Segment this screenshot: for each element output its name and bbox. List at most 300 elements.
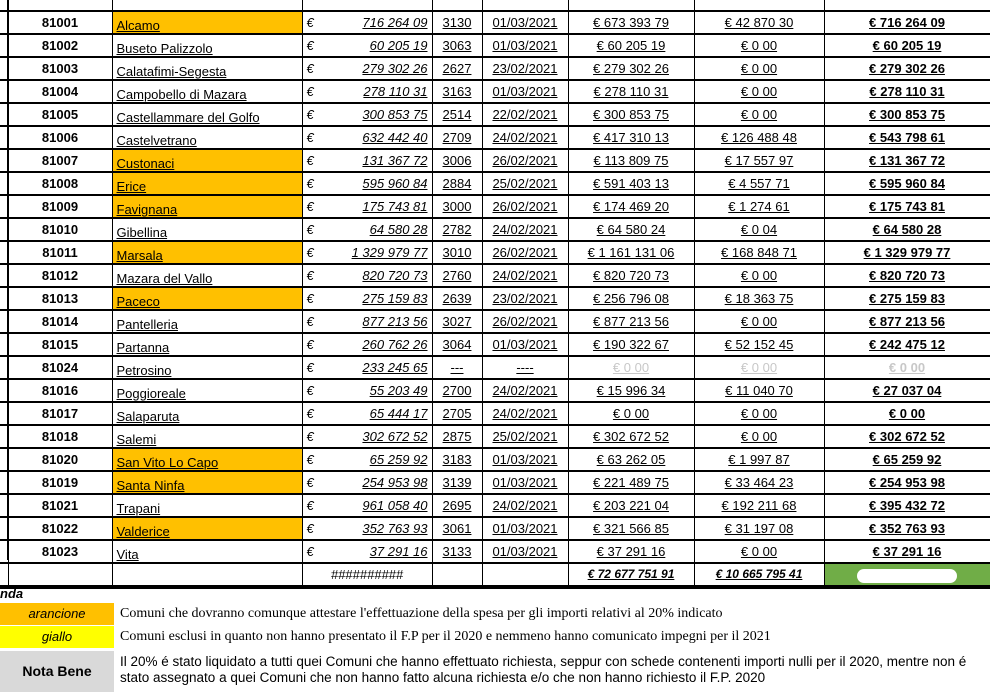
row-name[interactable]: Castellammare del Golfo — [112, 103, 302, 126]
table-row-partial — [0, 0, 990, 11]
amount-value: 300 853 75 — [362, 107, 428, 122]
table-row — [0, 356, 990, 379]
row-value-2[interactable]: € 0 00 — [694, 57, 824, 80]
euro-symbol: € — [306, 38, 314, 53]
row-value-2[interactable]: € 0 00 — [694, 402, 824, 425]
euro-symbol: € — [306, 337, 314, 352]
row-margin — [0, 57, 8, 80]
row-protocol-number[interactable]: 3000 — [432, 195, 482, 218]
row-code[interactable]: 81021 — [8, 494, 112, 517]
row-protocol-number[interactable]: 2705 — [432, 402, 482, 425]
row-name[interactable]: Castelvetrano — [112, 126, 302, 149]
row-protocol-number[interactable]: 3061 — [432, 517, 482, 540]
table-row — [0, 402, 990, 425]
row-date[interactable]: 26/02/2021 — [482, 195, 568, 218]
row-value-2[interactable]: € 0 00 — [694, 103, 824, 126]
row-code[interactable]: 81006 — [8, 126, 112, 149]
row-margin — [0, 126, 8, 149]
row-total[interactable]: € 395 432 72 — [824, 494, 990, 517]
row-margin — [0, 149, 8, 172]
euro-symbol: € — [306, 61, 314, 76]
row-margin — [0, 402, 8, 425]
row-code[interactable]: 81016 — [8, 379, 112, 402]
legend-orange-swatch[interactable]: arancione — [0, 603, 114, 625]
row-value-1[interactable]: € 256 796 08 — [568, 287, 694, 310]
legend-yellow-text[interactable]: Comuni esclusi in quanto non hanno presentato il F.P per il 2020 e nemmeno hanno comunicato impegni per il 2021 — [120, 629, 771, 644]
row-date[interactable]: 23/02/2021 — [482, 287, 568, 310]
row-value-1[interactable]: € 300 853 75 — [568, 103, 694, 126]
row-margin — [0, 494, 8, 517]
row-name[interactable]: Salaparuta — [112, 402, 302, 425]
row-amount[interactable] — [302, 517, 432, 540]
row-protocol-number[interactable]: 3006 — [432, 149, 482, 172]
table-row — [0, 448, 990, 471]
row-total[interactable]: € 279 302 26 — [824, 57, 990, 80]
row-name[interactable]: Petrosino — [112, 356, 302, 379]
row-value-2[interactable]: € 192 211 68 — [694, 494, 824, 517]
table-row — [0, 103, 990, 126]
row-value-2[interactable]: € 31 197 08 — [694, 517, 824, 540]
euro-symbol: € — [306, 176, 314, 191]
row-margin — [0, 195, 8, 218]
amount-value: 877 213 56 — [362, 314, 428, 329]
row-margin — [0, 356, 8, 379]
row-protocol-number[interactable]: --- — [432, 356, 482, 379]
row-date[interactable]: 26/02/2021 — [482, 241, 568, 264]
row-value-2[interactable]: € 0 04 — [694, 218, 824, 241]
row-date[interactable]: ---- — [482, 356, 568, 379]
row-amount[interactable] — [302, 149, 432, 172]
totals-section — [0, 563, 990, 587]
amount-value: 278 110 31 — [363, 84, 428, 99]
row-total[interactable]: € 60 205 19 — [824, 34, 990, 57]
row-name[interactable]: Calatafimi-Segesta — [112, 57, 302, 80]
row-date[interactable]: 24/02/2021 — [482, 264, 568, 287]
row-amount[interactable] — [302, 218, 432, 241]
table-row — [0, 494, 990, 517]
row-name[interactable]: Marsala — [112, 241, 302, 264]
row-margin — [0, 471, 8, 494]
row-margin — [0, 425, 8, 448]
amount-value: 65 259 92 — [369, 452, 428, 467]
row-margin — [0, 264, 8, 287]
row-total[interactable]: € 0 00 — [824, 356, 990, 379]
row-margin — [0, 172, 8, 195]
row-value-1[interactable]: € 673 393 79 — [568, 11, 694, 34]
row-protocol-number[interactable]: 3010 — [432, 241, 482, 264]
row-name[interactable]: Trapani — [112, 494, 302, 517]
row-code[interactable]: 81001 — [8, 11, 112, 34]
euro-symbol: € — [306, 406, 314, 421]
row-code[interactable]: 81013 — [8, 287, 112, 310]
row-date[interactable]: 01/03/2021 — [482, 448, 568, 471]
totals-amount[interactable]: ########## — [302, 563, 432, 587]
totals-cell-empty[interactable] — [432, 563, 482, 587]
row-value-2[interactable]: € 17 557 97 — [694, 149, 824, 172]
row-date[interactable]: 01/03/2021 — [482, 34, 568, 57]
table-row — [0, 333, 990, 356]
row-total[interactable]: € 37 291 16 — [824, 540, 990, 563]
row-total[interactable]: € 242 475 12 — [824, 333, 990, 356]
nota-bene-label[interactable]: Nota Bene — [0, 651, 114, 692]
table-row — [0, 425, 990, 448]
amount-value: 302 672 52 — [362, 429, 428, 444]
row-code[interactable]: 81023 — [8, 540, 112, 563]
row-protocol-number[interactable]: 2782 — [432, 218, 482, 241]
table-row — [0, 310, 990, 333]
totals-row — [0, 563, 990, 587]
row-value-2[interactable]: € 18 363 75 — [694, 287, 824, 310]
amount-value: 352 763 93 — [362, 521, 428, 536]
row-margin — [0, 287, 8, 310]
euro-symbol: € — [306, 15, 314, 30]
row-protocol-number[interactable]: 2627 — [432, 57, 482, 80]
amount-value: 820 720 73 — [362, 268, 428, 283]
totals-cell-empty[interactable] — [8, 563, 112, 587]
legend-yellow-swatch[interactable]: giallo — [0, 626, 114, 648]
row-value-1[interactable]: € 15 996 34 — [568, 379, 694, 402]
row-margin — [0, 34, 8, 57]
row-amount[interactable] — [302, 540, 432, 563]
row-protocol-number[interactable]: 3063 — [432, 34, 482, 57]
row-value-2[interactable]: € 33 464 23 — [694, 471, 824, 494]
row-amount[interactable] — [302, 57, 432, 80]
row-date[interactable]: 26/02/2021 — [482, 149, 568, 172]
row-amount[interactable] — [302, 264, 432, 287]
row-value-2[interactable]: € 4 557 71 — [694, 172, 824, 195]
row-name[interactable]: San Vito Lo Capo — [112, 448, 302, 471]
row-amount[interactable] — [302, 402, 432, 425]
row-code[interactable]: 81020 — [8, 448, 112, 471]
row-total[interactable]: € 543 798 61 — [824, 126, 990, 149]
row-code[interactable]: 81019 — [8, 471, 112, 494]
row-date[interactable]: 24/02/2021 — [482, 218, 568, 241]
row-protocol-number[interactable]: 3133 — [432, 540, 482, 563]
row-value-1[interactable]: € 591 403 13 — [568, 172, 694, 195]
row-value-1[interactable]: € 0 00 — [568, 356, 694, 379]
table-row — [0, 11, 990, 34]
row-protocol-number[interactable]: 3163 — [432, 80, 482, 103]
row-amount[interactable] — [302, 379, 432, 402]
amount-value: 55 203 49 — [369, 383, 428, 398]
row-amount[interactable] — [302, 494, 432, 517]
table-row — [0, 126, 990, 149]
row-total[interactable]: € 278 110 31 — [824, 80, 990, 103]
amount-value: 279 302 26 — [362, 61, 428, 76]
table-row — [0, 57, 990, 80]
euro-symbol: € — [306, 383, 314, 398]
row-code[interactable]: 81011 — [8, 241, 112, 264]
row-code[interactable]: 81024 — [8, 356, 112, 379]
table-row — [0, 195, 990, 218]
row-value-1[interactable]: € 221 489 75 — [568, 471, 694, 494]
row-amount[interactable] — [302, 448, 432, 471]
amount-value: 37 291 16 — [369, 544, 428, 559]
row-total[interactable]: € 0 00 — [824, 402, 990, 425]
euro-symbol: € — [306, 268, 314, 283]
row-amount[interactable] — [302, 310, 432, 333]
row-code[interactable]: 81012 — [8, 264, 112, 287]
amount-value: 64 580 28 — [369, 222, 428, 237]
row-value-2[interactable]: € 0 00 — [694, 34, 824, 57]
row-date[interactable]: 01/03/2021 — [482, 11, 568, 34]
row-date[interactable]: 01/03/2021 — [482, 80, 568, 103]
row-value-1[interactable]: € 417 310 13 — [568, 126, 694, 149]
row-protocol-number[interactable]: 2639 — [432, 287, 482, 310]
amount-value: 233 245 65 — [362, 360, 428, 375]
euro-symbol: € — [306, 130, 314, 145]
row-value-1[interactable]: € 0 00 — [568, 402, 694, 425]
row-name[interactable]: Partanna — [112, 333, 302, 356]
row-value-2[interactable]: € 0 00 — [694, 356, 824, 379]
row-margin — [0, 333, 8, 356]
row-amount[interactable] — [302, 425, 432, 448]
row-code[interactable]: 81007 — [8, 149, 112, 172]
amount-value: 60 205 19 — [369, 38, 428, 53]
row-name[interactable]: Gibellina — [112, 218, 302, 241]
row-total[interactable]: € 1 329 979 77 — [824, 241, 990, 264]
row-date[interactable]: 26/02/2021 — [482, 310, 568, 333]
row-value-2[interactable]: € 1 997 87 — [694, 448, 824, 471]
row-protocol-number[interactable]: 3027 — [432, 310, 482, 333]
row-total[interactable]: € 716 264 09 — [824, 11, 990, 34]
row-value-2[interactable]: € 42 870 30 — [694, 11, 824, 34]
row-amount[interactable] — [302, 103, 432, 126]
legend-orange-text[interactable]: Comuni che dovranno comunque attestare l'effettuazione della spesa per gli importi relativi al 20% indicato — [120, 606, 723, 621]
row-date[interactable]: 01/03/2021 — [482, 540, 568, 563]
row-value-1[interactable]: € 37 291 16 — [568, 540, 694, 563]
row-value-1[interactable]: € 1 161 131 06 — [568, 241, 694, 264]
row-code[interactable]: 81010 — [8, 218, 112, 241]
row-amount[interactable] — [302, 80, 432, 103]
row-amount[interactable] — [302, 172, 432, 195]
amount-value: 175 743 81 — [362, 199, 428, 214]
row-name[interactable]: Buseto Palizzolo — [112, 34, 302, 57]
row-total[interactable]: € 595 960 84 — [824, 172, 990, 195]
row-value-1[interactable]: € 321 566 85 — [568, 517, 694, 540]
row-date[interactable]: 24/02/2021 — [482, 126, 568, 149]
row-value-2[interactable]: € 0 00 — [694, 264, 824, 287]
row-value-1[interactable]: € 203 221 04 — [568, 494, 694, 517]
amount-value: 260 762 26 — [362, 337, 428, 352]
totals-grand-cell[interactable] — [824, 563, 990, 587]
row-date[interactable]: 01/03/2021 — [482, 333, 568, 356]
row-margin — [0, 448, 8, 471]
row-code[interactable]: 81017 — [8, 402, 112, 425]
euro-symbol: € — [306, 360, 314, 375]
table-row — [0, 34, 990, 57]
row-code[interactable]: 81003 — [8, 57, 112, 80]
row-date[interactable]: 24/02/2021 — [482, 379, 568, 402]
euro-symbol: € — [306, 291, 314, 306]
row-date[interactable]: 01/03/2021 — [482, 517, 568, 540]
row-total[interactable]: € 820 720 73 — [824, 264, 990, 287]
table-row — [0, 379, 990, 402]
legend-title: nda — [0, 586, 24, 601]
row-protocol-number[interactable]: 3139 — [432, 471, 482, 494]
row-name[interactable]: Mazara del Vallo — [112, 264, 302, 287]
totals-cell-empty[interactable] — [482, 563, 568, 587]
row-value-2[interactable]: € 52 152 45 — [694, 333, 824, 356]
row-name[interactable]: Favignana — [112, 195, 302, 218]
row-protocol-number[interactable]: 3064 — [432, 333, 482, 356]
row-protocol-number[interactable]: 2884 — [432, 172, 482, 195]
table-row — [0, 471, 990, 494]
amount-value: 131 367 72 — [362, 153, 428, 168]
row-value-1[interactable]: € 820 720 73 — [568, 264, 694, 287]
row-protocol-number[interactable]: 3130 — [432, 11, 482, 34]
row-date[interactable]: 23/02/2021 — [482, 57, 568, 80]
row-value-1[interactable]: € 190 322 67 — [568, 333, 694, 356]
row-protocol-number[interactable]: 2709 — [432, 126, 482, 149]
table-row — [0, 149, 990, 172]
row-protocol-number[interactable]: 2875 — [432, 425, 482, 448]
row-value-2[interactable]: € 0 00 — [694, 425, 824, 448]
row-value-1[interactable]: € 63 262 05 — [568, 448, 694, 471]
row-protocol-number[interactable]: 2700 — [432, 379, 482, 402]
euro-symbol: € — [306, 475, 314, 490]
row-margin — [0, 379, 8, 402]
row-margin — [0, 218, 8, 241]
euro-symbol: € — [306, 107, 314, 122]
row-total[interactable]: € 131 367 72 — [824, 149, 990, 172]
row-amount[interactable] — [302, 471, 432, 494]
row-value-2[interactable]: € 0 00 — [694, 310, 824, 333]
row-margin — [0, 11, 8, 34]
row-amount[interactable] — [302, 356, 432, 379]
totals-cell-empty[interactable] — [112, 563, 302, 587]
row-date[interactable]: 25/02/2021 — [482, 172, 568, 195]
row-amount[interactable] — [302, 333, 432, 356]
row-margin — [0, 241, 8, 264]
row-value-2[interactable]: € 0 00 — [694, 540, 824, 563]
row-name[interactable]: Alcamo — [112, 11, 302, 34]
totals-v1[interactable]: € 72 677 751 91 — [568, 563, 694, 587]
row-date[interactable]: 24/02/2021 — [482, 494, 568, 517]
euro-symbol: € — [306, 222, 314, 237]
row-margin — [0, 310, 8, 333]
row-total[interactable]: € 64 580 28 — [824, 218, 990, 241]
row-code[interactable]: 81018 — [8, 425, 112, 448]
row-protocol-number[interactable]: 3183 — [432, 448, 482, 471]
row-code[interactable]: 81022 — [8, 517, 112, 540]
table-row — [0, 80, 990, 103]
row-value-2[interactable]: € 1 274 61 — [694, 195, 824, 218]
amount-value: 632 442 40 — [362, 130, 428, 145]
row-date[interactable]: 24/02/2021 — [482, 402, 568, 425]
table-row — [0, 517, 990, 540]
row-name[interactable]: Santa Ninfa — [112, 471, 302, 494]
row-amount[interactable] — [302, 241, 432, 264]
euro-symbol: € — [306, 521, 314, 536]
row-name[interactable]: Campobello di Mazara — [112, 80, 302, 103]
row-total[interactable]: € 877 213 56 — [824, 310, 990, 333]
euro-symbol: € — [306, 153, 314, 168]
row-amount[interactable] — [302, 287, 432, 310]
row-total[interactable]: € 352 763 93 — [824, 517, 990, 540]
row-total[interactable]: € 275 159 83 — [824, 287, 990, 310]
amount-value: 254 953 98 — [362, 475, 428, 490]
row-date[interactable]: 25/02/2021 — [482, 425, 568, 448]
row-total[interactable]: € 254 953 98 — [824, 471, 990, 494]
row-value-1[interactable]: € 278 110 31 — [568, 80, 694, 103]
amount-value: 65 444 17 — [369, 406, 428, 421]
row-total[interactable]: € 65 259 92 — [824, 448, 990, 471]
row-amount[interactable] — [302, 195, 432, 218]
row-code[interactable]: 81014 — [8, 310, 112, 333]
row-name[interactable]: Poggioreale — [112, 379, 302, 402]
amount-value: 1 329 979 77 — [351, 245, 428, 260]
row-value-1[interactable]: € 877 213 56 — [568, 310, 694, 333]
euro-symbol: € — [306, 245, 314, 260]
row-code[interactable]: 81015 — [8, 333, 112, 356]
table-row — [0, 287, 990, 310]
euro-symbol: € — [306, 84, 314, 99]
row-name[interactable]: Custonaci — [112, 149, 302, 172]
row-value-2[interactable]: € 126 488 48 — [694, 126, 824, 149]
row-value-2[interactable]: € 168 848 71 — [694, 241, 824, 264]
row-value-1[interactable]: € 64 580 24 — [568, 218, 694, 241]
row-name[interactable]: Valderice — [112, 517, 302, 540]
row-protocol-number[interactable]: 2514 — [432, 103, 482, 126]
row-code[interactable]: 81008 — [8, 172, 112, 195]
table-row — [0, 218, 990, 241]
row-protocol-number[interactable]: 2760 — [432, 264, 482, 287]
row-date[interactable]: 22/02/2021 — [482, 103, 568, 126]
row-value-1[interactable]: € 302 672 52 — [568, 425, 694, 448]
row-amount[interactable] — [302, 126, 432, 149]
row-value-2[interactable]: € 11 040 70 — [694, 379, 824, 402]
redacted-value — [857, 569, 957, 583]
row-name[interactable]: Pantelleria — [112, 310, 302, 333]
totals-v2[interactable]: € 10 665 795 41 — [694, 563, 824, 587]
row-code[interactable]: 81009 — [8, 195, 112, 218]
row-margin — [0, 103, 8, 126]
row-value-2[interactable]: € 0 00 — [694, 80, 824, 103]
row-code[interactable]: 81005 — [8, 103, 112, 126]
row-total[interactable]: € 175 743 81 — [824, 195, 990, 218]
row-code[interactable]: 81002 — [8, 34, 112, 57]
row-total[interactable]: € 302 672 52 — [824, 425, 990, 448]
table-row — [0, 241, 990, 264]
row-value-1[interactable]: € 174 469 20 — [568, 195, 694, 218]
row-total[interactable]: € 300 853 75 — [824, 103, 990, 126]
row-name[interactable]: Salemi — [112, 425, 302, 448]
row-code[interactable]: 81004 — [8, 80, 112, 103]
row-value-1[interactable]: € 60 205 19 — [568, 34, 694, 57]
amount-value: 716 264 09 — [362, 15, 428, 30]
row-protocol-number[interactable]: 2695 — [432, 494, 482, 517]
row-margin — [0, 540, 8, 563]
amount-value: 275 159 83 — [362, 291, 428, 306]
row-amount[interactable] — [302, 11, 432, 34]
row-name[interactable]: Erice — [112, 172, 302, 195]
euro-symbol: € — [306, 314, 314, 329]
row-name[interactable]: Vita — [112, 540, 302, 563]
euro-symbol: € — [306, 498, 314, 513]
nota-bene-text[interactable]: Il 20% é stato liquidato a tutti quei Comuni che hanno effettuato richiesta, seppur con schede contenenti importi nulli per il 2020, mentre non é stato assegnato a quei Comuni che non hanno fatto alcuna richiesta e/o che non hanno richiesto il F.P. 2020 — [120, 654, 967, 685]
amount-value: 595 960 84 — [362, 176, 428, 191]
row-value-1[interactable]: € 113 809 75 — [568, 149, 694, 172]
row-value-1[interactable]: € 279 302 26 — [568, 57, 694, 80]
table-row — [0, 540, 990, 563]
row-total[interactable]: € 27 037 04 — [824, 379, 990, 402]
row-amount[interactable] — [302, 34, 432, 57]
row-name[interactable]: Paceco — [112, 287, 302, 310]
euro-symbol: € — [306, 429, 314, 444]
row-date[interactable]: 01/03/2021 — [482, 471, 568, 494]
row-margin — [0, 517, 8, 540]
